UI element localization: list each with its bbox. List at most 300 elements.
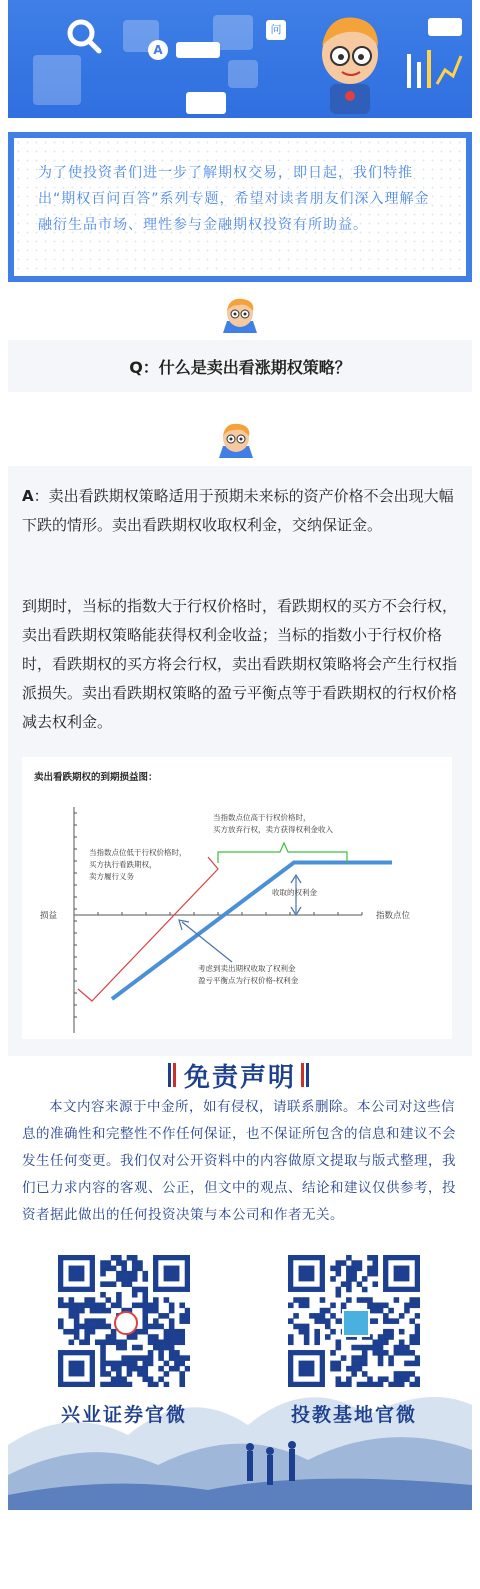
qr-finder	[394, 1266, 410, 1282]
qr-module	[127, 1355, 133, 1361]
qr-module	[153, 1382, 159, 1387]
qr-module	[357, 1345, 363, 1351]
payoff-chart-svg	[22, 757, 452, 1039]
qr-module	[137, 1329, 143, 1335]
qr-module	[74, 1303, 80, 1309]
qr-module	[325, 1318, 331, 1324]
qr-module	[351, 1371, 357, 1377]
qr-module	[362, 1276, 368, 1282]
qr-module	[362, 1361, 368, 1367]
qr-module	[58, 1324, 64, 1330]
qr-module	[362, 1355, 368, 1361]
x-axis-label: 指数点位	[376, 911, 411, 921]
candlestick-chart-icon	[403, 48, 463, 98]
qr-module	[127, 1271, 133, 1277]
qr-module	[351, 1345, 357, 1351]
qr-module	[116, 1345, 122, 1351]
qr-module	[409, 1339, 415, 1345]
qr-module	[132, 1303, 138, 1309]
qr-module	[132, 1271, 138, 1277]
qr-module	[314, 1334, 320, 1340]
qr-module	[399, 1339, 405, 1345]
qr-module	[383, 1318, 389, 1324]
qr-module	[111, 1266, 117, 1272]
qr-module	[153, 1303, 159, 1309]
qr-module	[362, 1350, 368, 1356]
qr-module	[304, 1329, 310, 1335]
qr-module	[148, 1339, 154, 1345]
qr-module	[121, 1276, 127, 1282]
qr-module	[399, 1345, 405, 1351]
qr-module	[320, 1318, 326, 1324]
qr-module	[314, 1339, 320, 1345]
question-text: Q：什么是卖出看涨期权策略？	[129, 358, 351, 377]
annotation-below-strike-1: 当指数点位低于行权价格时，	[89, 848, 187, 857]
qr-module	[383, 1313, 389, 1319]
answer-paragraph-2: 到期时，当标的指数大于行权价格时，看跌期权的买方不会行权，卖出看跌期权策略能获得权利金收益；当标的指数小于行权价格时，看跌期权的买方将会行权，卖出看跌期权策略将会产生行权指派损失。卖出看跌期权策略的盈亏平衡点等于看跌期权的行权价格减去权利金。	[22, 597, 458, 731]
qr-module	[79, 1308, 85, 1314]
disclaimer-body: 本文内容来源于中金所，如有侵权，请联系删除。本公司对这些信息的准确性和完整性不作任何保证，也不保证所包含的信息和建议不会发生任何变更。我们仅对公开资料中的内容做原文提取与版式整理，我们已力求内容的客观、公正，但文中的观点、结论和建议仅供参考，投资者据此做出的任何投资决策与本公司和作者无关。	[22, 1099, 456, 1223]
qr-module	[378, 1376, 384, 1382]
qr-module	[325, 1334, 331, 1340]
qr-module	[95, 1308, 101, 1314]
qr-module	[404, 1345, 410, 1351]
qr-module	[394, 1345, 400, 1351]
mascot-avatar-icon	[221, 295, 259, 335]
qr-module	[346, 1382, 352, 1387]
qr-module	[320, 1297, 326, 1303]
qr-module	[409, 1350, 415, 1356]
qr-module	[304, 1324, 310, 1330]
qr-module	[314, 1318, 320, 1324]
qr-module	[383, 1350, 389, 1356]
qr-module	[174, 1339, 180, 1345]
qr-module	[179, 1376, 185, 1382]
qr-module	[132, 1255, 138, 1261]
qr-module	[367, 1297, 373, 1303]
qr-module	[169, 1355, 175, 1361]
qr-module	[100, 1266, 106, 1272]
qr-code-right[interactable]	[288, 1255, 420, 1387]
qr-module	[378, 1308, 384, 1314]
qr-module	[169, 1303, 175, 1309]
qr-module	[132, 1366, 138, 1372]
qr-module	[106, 1371, 112, 1377]
qr-module	[409, 1371, 415, 1377]
qr-module	[409, 1361, 415, 1367]
qr-module	[388, 1318, 394, 1324]
qr-module	[69, 1297, 75, 1303]
qr-module	[137, 1266, 143, 1272]
qr-module	[84, 1324, 90, 1330]
answer-label: A	[22, 487, 34, 505]
qr-module	[185, 1318, 190, 1324]
qr-module	[388, 1382, 394, 1387]
breakeven-pointer-head	[179, 920, 189, 930]
qr-module	[58, 1318, 64, 1324]
qr-module	[409, 1297, 415, 1303]
deco-block	[228, 60, 258, 88]
qr-module	[304, 1297, 310, 1303]
qr-module	[372, 1308, 378, 1314]
qr-module	[106, 1339, 112, 1345]
qr-module	[116, 1361, 122, 1367]
qr-module	[288, 1318, 294, 1324]
qr-module	[336, 1287, 342, 1293]
qr-module	[169, 1329, 175, 1335]
qr-module	[58, 1303, 64, 1309]
qr-module	[148, 1350, 154, 1356]
qr-module	[341, 1281, 347, 1287]
qr-module	[169, 1366, 175, 1372]
chart-title: 卖出看跌期权的到期损益图：	[34, 772, 158, 783]
qr-module	[106, 1361, 112, 1367]
qr-module	[174, 1366, 180, 1372]
qr-module	[127, 1281, 133, 1287]
qr-module	[185, 1355, 190, 1361]
qr-module	[330, 1366, 336, 1372]
qr-module	[100, 1345, 106, 1351]
qr-module	[158, 1350, 164, 1356]
qr-module	[325, 1308, 331, 1314]
chat-bubble	[186, 92, 226, 114]
qr-module	[383, 1376, 389, 1382]
qr-module	[74, 1308, 80, 1314]
qr-module	[148, 1303, 154, 1309]
qr-module	[121, 1281, 127, 1287]
qr-finder	[69, 1266, 85, 1282]
qr-module	[179, 1361, 185, 1367]
qr-module	[394, 1297, 400, 1303]
qr-module	[106, 1281, 112, 1287]
qr-module	[137, 1355, 143, 1361]
qr-module	[100, 1355, 106, 1361]
qr-module	[383, 1329, 389, 1335]
qr-module	[142, 1361, 148, 1367]
qr-module	[346, 1281, 352, 1287]
qr-module	[351, 1366, 357, 1372]
qr-module	[185, 1313, 190, 1319]
qr-module	[179, 1329, 185, 1335]
qr-module	[100, 1260, 106, 1266]
qr-module	[164, 1313, 170, 1319]
qr-module	[148, 1361, 154, 1367]
qr-module	[314, 1329, 320, 1335]
qr-module	[288, 1339, 294, 1345]
qr-module	[288, 1334, 294, 1340]
qr-module	[100, 1366, 106, 1372]
qr-left-label: 兴业证券官微	[60, 1404, 187, 1426]
qr-module	[415, 1376, 420, 1382]
qr-module	[409, 1318, 415, 1324]
qr-module	[169, 1339, 175, 1345]
qr-module	[388, 1355, 394, 1361]
mascot-avatar-icon	[217, 420, 255, 460]
answer-paragraph-1	[22, 482, 458, 540]
qr-module	[74, 1318, 80, 1324]
qr-module	[132, 1292, 138, 1298]
qr-module	[304, 1339, 310, 1345]
qr-module	[69, 1308, 75, 1314]
question-bar	[8, 340, 472, 392]
qr-module	[100, 1371, 106, 1377]
qr-module	[351, 1266, 357, 1272]
qr-module	[137, 1371, 143, 1377]
qr-module	[304, 1334, 310, 1340]
qr-module	[100, 1271, 106, 1277]
annotation-breakeven-1: 考虑到卖出期权收取了权利金	[198, 964, 296, 973]
qr-module	[79, 1303, 85, 1309]
qr-module	[142, 1276, 148, 1282]
qr-module	[336, 1345, 342, 1351]
qr-module	[95, 1324, 101, 1330]
qr-module	[346, 1376, 352, 1382]
qr-module	[148, 1355, 154, 1361]
qr-module	[137, 1287, 143, 1293]
qr-module	[415, 1355, 420, 1361]
qr-module	[132, 1276, 138, 1282]
qr-module	[132, 1361, 138, 1367]
qr-module	[95, 1318, 101, 1324]
qr-module	[127, 1366, 133, 1372]
qr-code-left[interactable]	[58, 1255, 190, 1387]
qr-module	[111, 1382, 117, 1387]
qr-module	[336, 1271, 342, 1277]
qr-module	[158, 1313, 164, 1319]
qr-module	[116, 1255, 122, 1261]
qr-module	[314, 1313, 320, 1319]
qr-module	[372, 1339, 378, 1345]
qr-module	[121, 1339, 127, 1345]
qr-module	[153, 1308, 159, 1314]
qr-module	[367, 1382, 373, 1387]
qr-module	[142, 1324, 148, 1330]
doc-shape	[33, 55, 81, 105]
qr-module	[95, 1303, 101, 1309]
qr-module	[164, 1382, 170, 1387]
qr-module	[100, 1350, 106, 1356]
qr-module	[121, 1382, 127, 1387]
qr-module	[142, 1355, 148, 1361]
qr-module	[185, 1308, 190, 1314]
qr-module	[90, 1303, 96, 1309]
qr-module	[127, 1276, 133, 1282]
header-banner	[8, 0, 472, 118]
qr-module	[174, 1329, 180, 1335]
qr-module	[372, 1255, 378, 1261]
qr-module	[288, 1303, 294, 1309]
qr-module	[69, 1313, 75, 1319]
qr-module	[367, 1271, 373, 1277]
qr-module	[148, 1334, 154, 1340]
qr-module	[116, 1297, 122, 1303]
search-icon	[64, 16, 104, 56]
qr-module	[90, 1297, 96, 1303]
qr-module	[383, 1334, 389, 1340]
qr-module	[351, 1276, 357, 1282]
qr-module	[351, 1271, 357, 1277]
qr-module	[415, 1329, 420, 1335]
people-silhouette	[240, 1435, 310, 1505]
qr-module	[330, 1266, 336, 1272]
qr-module	[69, 1339, 75, 1345]
qr-module	[100, 1303, 106, 1309]
qr-module	[357, 1361, 363, 1367]
qr-module	[100, 1308, 106, 1314]
qr-module	[100, 1281, 106, 1287]
qr-module	[132, 1266, 138, 1272]
qr-module	[106, 1260, 112, 1266]
qr-module	[378, 1355, 384, 1361]
qr-module	[367, 1345, 373, 1351]
qr-module	[330, 1361, 336, 1367]
qr-module	[415, 1339, 420, 1345]
qr-module	[372, 1281, 378, 1287]
qr-module	[116, 1292, 122, 1298]
qr-module	[293, 1313, 299, 1319]
qr-module	[116, 1339, 122, 1345]
qr-module	[158, 1345, 164, 1351]
qr-module	[121, 1345, 127, 1351]
qr-finder	[299, 1361, 315, 1377]
qr-module	[404, 1361, 410, 1367]
qr-module	[148, 1376, 154, 1382]
qr-module	[116, 1371, 122, 1377]
qr-module	[372, 1350, 378, 1356]
qr-module	[179, 1371, 185, 1377]
qr-module	[132, 1260, 138, 1266]
qr-module	[111, 1334, 117, 1340]
qr-module	[158, 1366, 164, 1372]
qr-module	[158, 1376, 164, 1382]
qr-module	[69, 1303, 75, 1309]
qr-module	[357, 1382, 363, 1387]
qr-module	[121, 1376, 127, 1382]
qr-module	[309, 1313, 315, 1319]
annotation-below-strike-3: 卖方履行义务	[89, 872, 134, 881]
qr-module	[378, 1334, 384, 1340]
qr-module	[174, 1334, 180, 1340]
qr-module	[116, 1376, 122, 1382]
qr-module	[153, 1339, 159, 1345]
qr-module	[63, 1329, 69, 1335]
qr-module	[90, 1308, 96, 1314]
qr-module	[164, 1361, 170, 1367]
qr-module	[179, 1334, 185, 1340]
mascot-character	[308, 6, 388, 114]
qr-module	[90, 1329, 96, 1335]
qr-module	[362, 1382, 368, 1387]
qr-module	[169, 1345, 175, 1351]
qr-module	[336, 1266, 342, 1272]
qr-module	[153, 1318, 159, 1324]
qr-module	[179, 1303, 185, 1309]
qr-module	[142, 1297, 148, 1303]
qr-module	[142, 1308, 148, 1314]
qr-module	[74, 1324, 80, 1330]
brand-logo-icon	[342, 1309, 370, 1337]
qr-module	[394, 1371, 400, 1377]
qr-module	[325, 1324, 331, 1330]
qr-module	[174, 1361, 180, 1367]
qr-module	[372, 1345, 378, 1351]
qr-module	[121, 1260, 127, 1266]
qr-module	[394, 1318, 400, 1324]
qr-module	[357, 1281, 363, 1287]
qr-module	[74, 1329, 80, 1335]
qr-module	[132, 1355, 138, 1361]
qr-module	[330, 1329, 336, 1335]
qr-module	[367, 1376, 373, 1382]
qr-module	[111, 1281, 117, 1287]
qr-module	[153, 1334, 159, 1340]
qr-module	[372, 1271, 378, 1277]
qr-module	[111, 1303, 117, 1309]
qr-module	[357, 1366, 363, 1372]
answer-text-1: ：卖出看跌期权策略适用于预期未来标的资产价格不会出现大幅下跌的情形。卖出看跌期权收取权利金，交纳保证金。	[22, 487, 454, 534]
qr-module	[106, 1297, 112, 1303]
qr-module	[111, 1361, 117, 1367]
annotation-premium: 收取的权利金	[272, 888, 317, 897]
qr-module	[336, 1339, 342, 1345]
answer-badge: A	[148, 40, 168, 60]
qr-module	[116, 1366, 122, 1372]
qr-module	[164, 1339, 170, 1345]
qr-module	[388, 1334, 394, 1340]
qr-module	[330, 1350, 336, 1356]
qr-module	[142, 1376, 148, 1382]
qr-module	[132, 1334, 138, 1340]
qr-finder	[164, 1266, 180, 1282]
qr-module	[399, 1371, 405, 1377]
qr-module	[299, 1324, 305, 1330]
qr-module	[142, 1318, 148, 1324]
qr-module	[132, 1287, 138, 1293]
qr-module	[351, 1361, 357, 1367]
qr-right-label: 投教基地官微	[290, 1404, 417, 1426]
qr-module	[164, 1297, 170, 1303]
qr-module	[399, 1376, 405, 1382]
qr-module	[367, 1303, 373, 1309]
annotation-below-strike-2: 买方执行看跌期权，	[89, 860, 157, 869]
qr-module	[336, 1292, 342, 1298]
qr-module	[116, 1271, 122, 1277]
qr-module	[100, 1318, 106, 1324]
qr-module	[346, 1266, 352, 1272]
qr-module	[320, 1308, 326, 1314]
qr-module	[409, 1303, 415, 1309]
qr-module	[90, 1318, 96, 1324]
qr-section	[8, 1245, 472, 1510]
qr-module	[383, 1339, 389, 1345]
qr-module	[79, 1324, 85, 1330]
disclaimer-title: 免责声明	[183, 1063, 296, 1093]
qr-module	[137, 1303, 143, 1309]
qr-module	[63, 1303, 69, 1309]
qr-module	[74, 1334, 80, 1340]
qr-finder	[69, 1361, 85, 1377]
qr-module	[336, 1382, 342, 1387]
qr-module	[362, 1371, 368, 1377]
qr-module	[84, 1334, 90, 1340]
qr-module	[142, 1329, 148, 1335]
qr-module	[415, 1334, 420, 1340]
qr-module	[383, 1303, 389, 1309]
qr-module	[399, 1329, 405, 1335]
qr-module	[357, 1260, 363, 1266]
annotation-breakeven-2: 盈亏平衡点为行权价格-权利金	[198, 976, 299, 985]
qr-module	[142, 1366, 148, 1372]
